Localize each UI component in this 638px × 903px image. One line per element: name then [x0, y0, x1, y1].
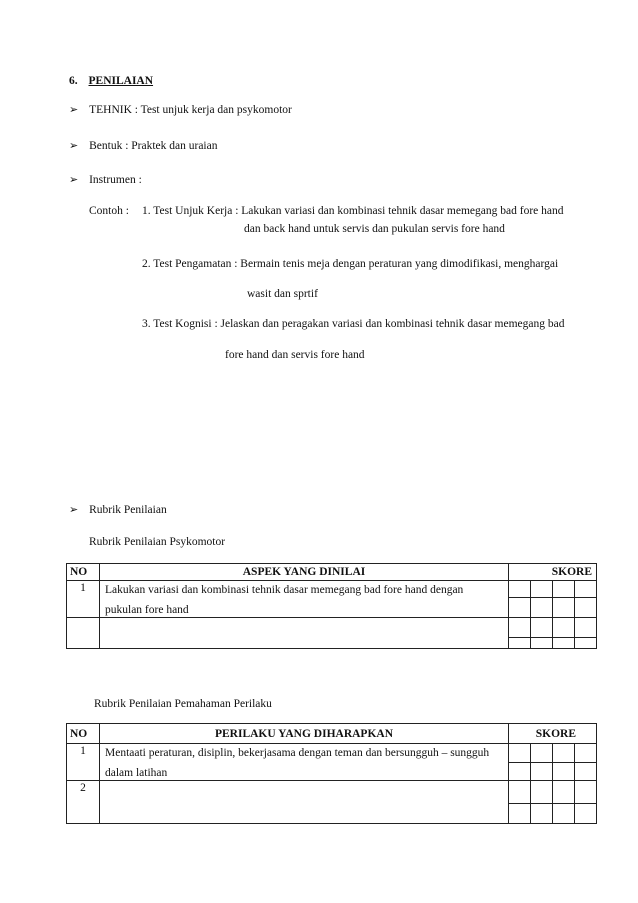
bullet-text: TEHNIK : Test unjuk kerja dan psykomotor	[89, 104, 292, 116]
section-number: 6.	[69, 75, 78, 87]
table-row	[67, 744, 597, 763]
header-skore: SKORE	[509, 724, 597, 744]
row-aspek-line2: dalam latihan	[105, 767, 168, 779]
contoh-item-2-line1: 2. Test Pengamatan : Bermain tenis meja dengan peraturan yang dimodifikasi, menghargai	[142, 258, 559, 270]
score-cell	[553, 763, 575, 781]
table-caption-psikomotor: Rubrik Penilaian Psykomotor	[89, 536, 226, 548]
bullet-item-bentuk	[69, 139, 217, 153]
section-title: PENILAIAN	[88, 75, 154, 87]
table-row	[67, 618, 597, 638]
score-cell	[575, 597, 597, 617]
score-cell	[531, 597, 553, 617]
bullet-item-rubrik	[69, 503, 167, 517]
arrow-bullet-icon: ➢	[69, 140, 79, 152]
score-cell	[509, 763, 531, 781]
row-no: 1	[67, 744, 100, 781]
score-cell	[509, 638, 531, 649]
score-cell	[531, 618, 553, 638]
score-cell	[509, 744, 531, 763]
score-cell	[531, 781, 553, 804]
score-cell	[553, 618, 575, 638]
score-cell	[531, 763, 553, 781]
bullet-text: Instrumen :	[89, 174, 142, 186]
score-cell	[509, 804, 531, 824]
score-cell	[553, 638, 575, 649]
row-aspek-line2: pukulan fore hand	[105, 604, 189, 616]
row-aspek-line1: Mentaati peraturan, disiplin, bekerjasama dengan teman dan bersungguh – sungguh	[105, 747, 490, 759]
score-cell	[509, 618, 531, 638]
row-aspek-line1: Lakukan variasi dan kombinasi tehnik dasar memegang bad fore hand dengan	[105, 584, 464, 596]
row-aspek	[100, 581, 509, 618]
arrow-bullet-icon: ➢	[69, 174, 79, 186]
row-aspek	[100, 618, 509, 649]
score-cell	[575, 781, 597, 804]
header-no: NO	[67, 564, 100, 581]
table-header-row	[67, 564, 597, 581]
bullet-item-instrumen	[69, 173, 142, 187]
score-cell	[531, 638, 553, 649]
score-cell	[553, 597, 575, 617]
score-cell	[553, 744, 575, 763]
table-caption-perilaku: Rubrik Penilaian Pemahaman Perilaku	[94, 698, 272, 710]
table-row	[67, 781, 597, 804]
score-cell	[553, 581, 575, 598]
score-cell	[575, 618, 597, 638]
score-cell	[575, 581, 597, 598]
row-no: 1	[67, 581, 100, 618]
row-aspek	[100, 744, 509, 781]
bullet-text: Rubrik Penilaian	[89, 504, 167, 516]
score-cell	[553, 804, 575, 824]
bullet-text: Bentuk : Praktek dan uraian	[89, 140, 218, 152]
row-no	[67, 618, 100, 649]
header-no: NO	[67, 724, 100, 744]
arrow-bullet-icon: ➢	[69, 104, 79, 116]
score-cell	[575, 804, 597, 824]
score-cell	[575, 763, 597, 781]
score-cell	[575, 638, 597, 649]
row-no: 2	[67, 781, 100, 824]
rubric-table-perilaku	[66, 723, 597, 824]
header-aspek: ASPEK YANG DINILAI	[100, 564, 509, 581]
contoh-item-3-line1: 3. Test Kognisi : Jelaskan dan peragakan variasi dan kombinasi tehnik dasar memegang bad	[142, 318, 565, 330]
contoh-label: Contoh :	[89, 205, 129, 217]
score-cell	[509, 581, 531, 598]
contoh-item-2-line2: wasit dan sprtif	[247, 288, 318, 300]
score-cell	[531, 804, 553, 824]
rubric-table-psikomotor	[66, 563, 597, 649]
bullet-item-tehnik	[69, 103, 292, 117]
table-row	[67, 581, 597, 598]
contoh-item-1-line1: 1. Test Unjuk Kerja : Lakukan variasi dan kombinasi tehnik dasar memegang bad fore hand	[142, 205, 564, 217]
header-skore: SKORE	[509, 564, 597, 581]
score-cell	[575, 744, 597, 763]
row-aspek	[100, 781, 509, 824]
score-cell	[509, 597, 531, 617]
score-cell	[509, 781, 531, 804]
score-cell	[531, 581, 553, 598]
table-header-row	[67, 724, 597, 744]
contoh-item-3-line2: fore hand dan servis fore hand	[225, 349, 365, 361]
header-aspek: PERILAKU YANG DIHARAPKAN	[100, 724, 509, 744]
contoh-item-1-line2: dan back hand untuk servis dan pukulan servis fore hand	[244, 223, 505, 235]
section-heading	[69, 74, 153, 88]
score-cell	[531, 744, 553, 763]
arrow-bullet-icon: ➢	[69, 504, 79, 516]
score-cell	[553, 781, 575, 804]
